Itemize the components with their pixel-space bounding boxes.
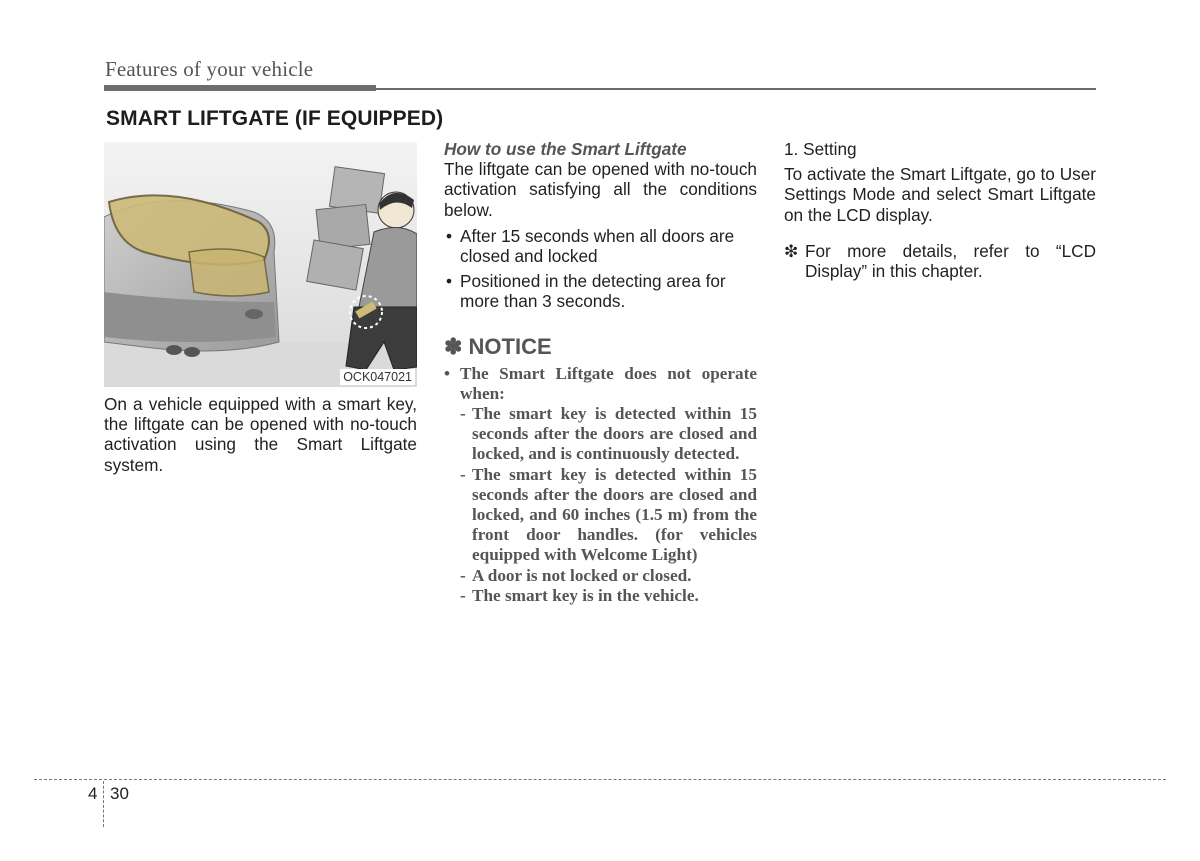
section-title: SMART LIFTGATE (IF EQUIPPED) <box>106 107 444 130</box>
header-rule-thick <box>104 85 376 91</box>
intro-paragraph: On a vehicle equipped with a smart key, the liftgate can be opened with no-touch activation using the Smart Liftgate system. <box>104 394 417 475</box>
running-head: Features of your vehicle <box>105 57 314 81</box>
conditions-paragraph: The liftgate can be opened with no-touch activation satisfying all the conditions below. <box>444 159 757 220</box>
page-number: 30 <box>110 784 129 803</box>
notice-item-text: The smart key is in the vehicle. <box>472 585 699 605</box>
notice-item: - A door is not locked or closed. <box>460 565 692 585</box>
setting-step: 1. Setting <box>784 139 857 159</box>
list-item: • Positioned in the detecting area for more than 3 seconds. <box>444 271 757 311</box>
reference-note-text: For more details, refer to “LCD Display” in this chapter. <box>805 240 1096 282</box>
reference-note <box>784 241 1096 281</box>
footer-divider <box>103 781 104 827</box>
column-3 <box>784 139 1096 281</box>
figure-code: OCK047021 <box>340 369 415 385</box>
chapter-number: 4 <box>88 784 98 803</box>
list-item: • After 15 seconds when all doors are closed and locked <box>444 226 757 266</box>
notice-item-text: A door is not locked or closed. <box>472 565 692 585</box>
notice-item-text: The smart key is detected within 15 seconds after the doors are closed and locked, and is continuously detected. <box>472 404 757 464</box>
conditions-list <box>444 226 757 312</box>
note-star-icon: ❇ <box>784 240 799 261</box>
notice-title: ✽ NOTICE <box>444 333 552 359</box>
footer-dashed-line <box>34 779 1166 780</box>
notice-item: - The smart key is detected within 15 seconds after the doors are closed and locked, and is continuously detected. <box>460 404 757 464</box>
smart-liftgate-illustration <box>104 142 417 387</box>
car-and-person-drawing <box>104 142 417 387</box>
notice-item-text: The smart key is detected within 15 seconds after the doors are closed and locked, and 60 inches (1.5 m) from the front door handles. (for vehicles equipped with Welcome Light) <box>472 464 757 565</box>
header-rule-thin <box>376 88 1096 90</box>
setting-paragraph: To activate the Smart Liftgate, go to User Settings Mode and select Smart Liftgate on the LCD display. <box>784 164 1096 225</box>
notice-item: - The smart key is detected within 15 seconds after the doors are closed and locked, and 60 inches (1.5 m) from the front door handles. (for vehicles equipped with Welcome Light) <box>460 464 757 565</box>
subhead-how-to-use: How to use the Smart Liftgate <box>444 139 687 159</box>
column-2 <box>444 139 757 606</box>
notice-item: - The smart key is in the vehicle. <box>460 585 699 605</box>
notice-lead: • The Smart Liftgate does not operate when: <box>444 364 757 404</box>
notice-body <box>444 364 757 606</box>
